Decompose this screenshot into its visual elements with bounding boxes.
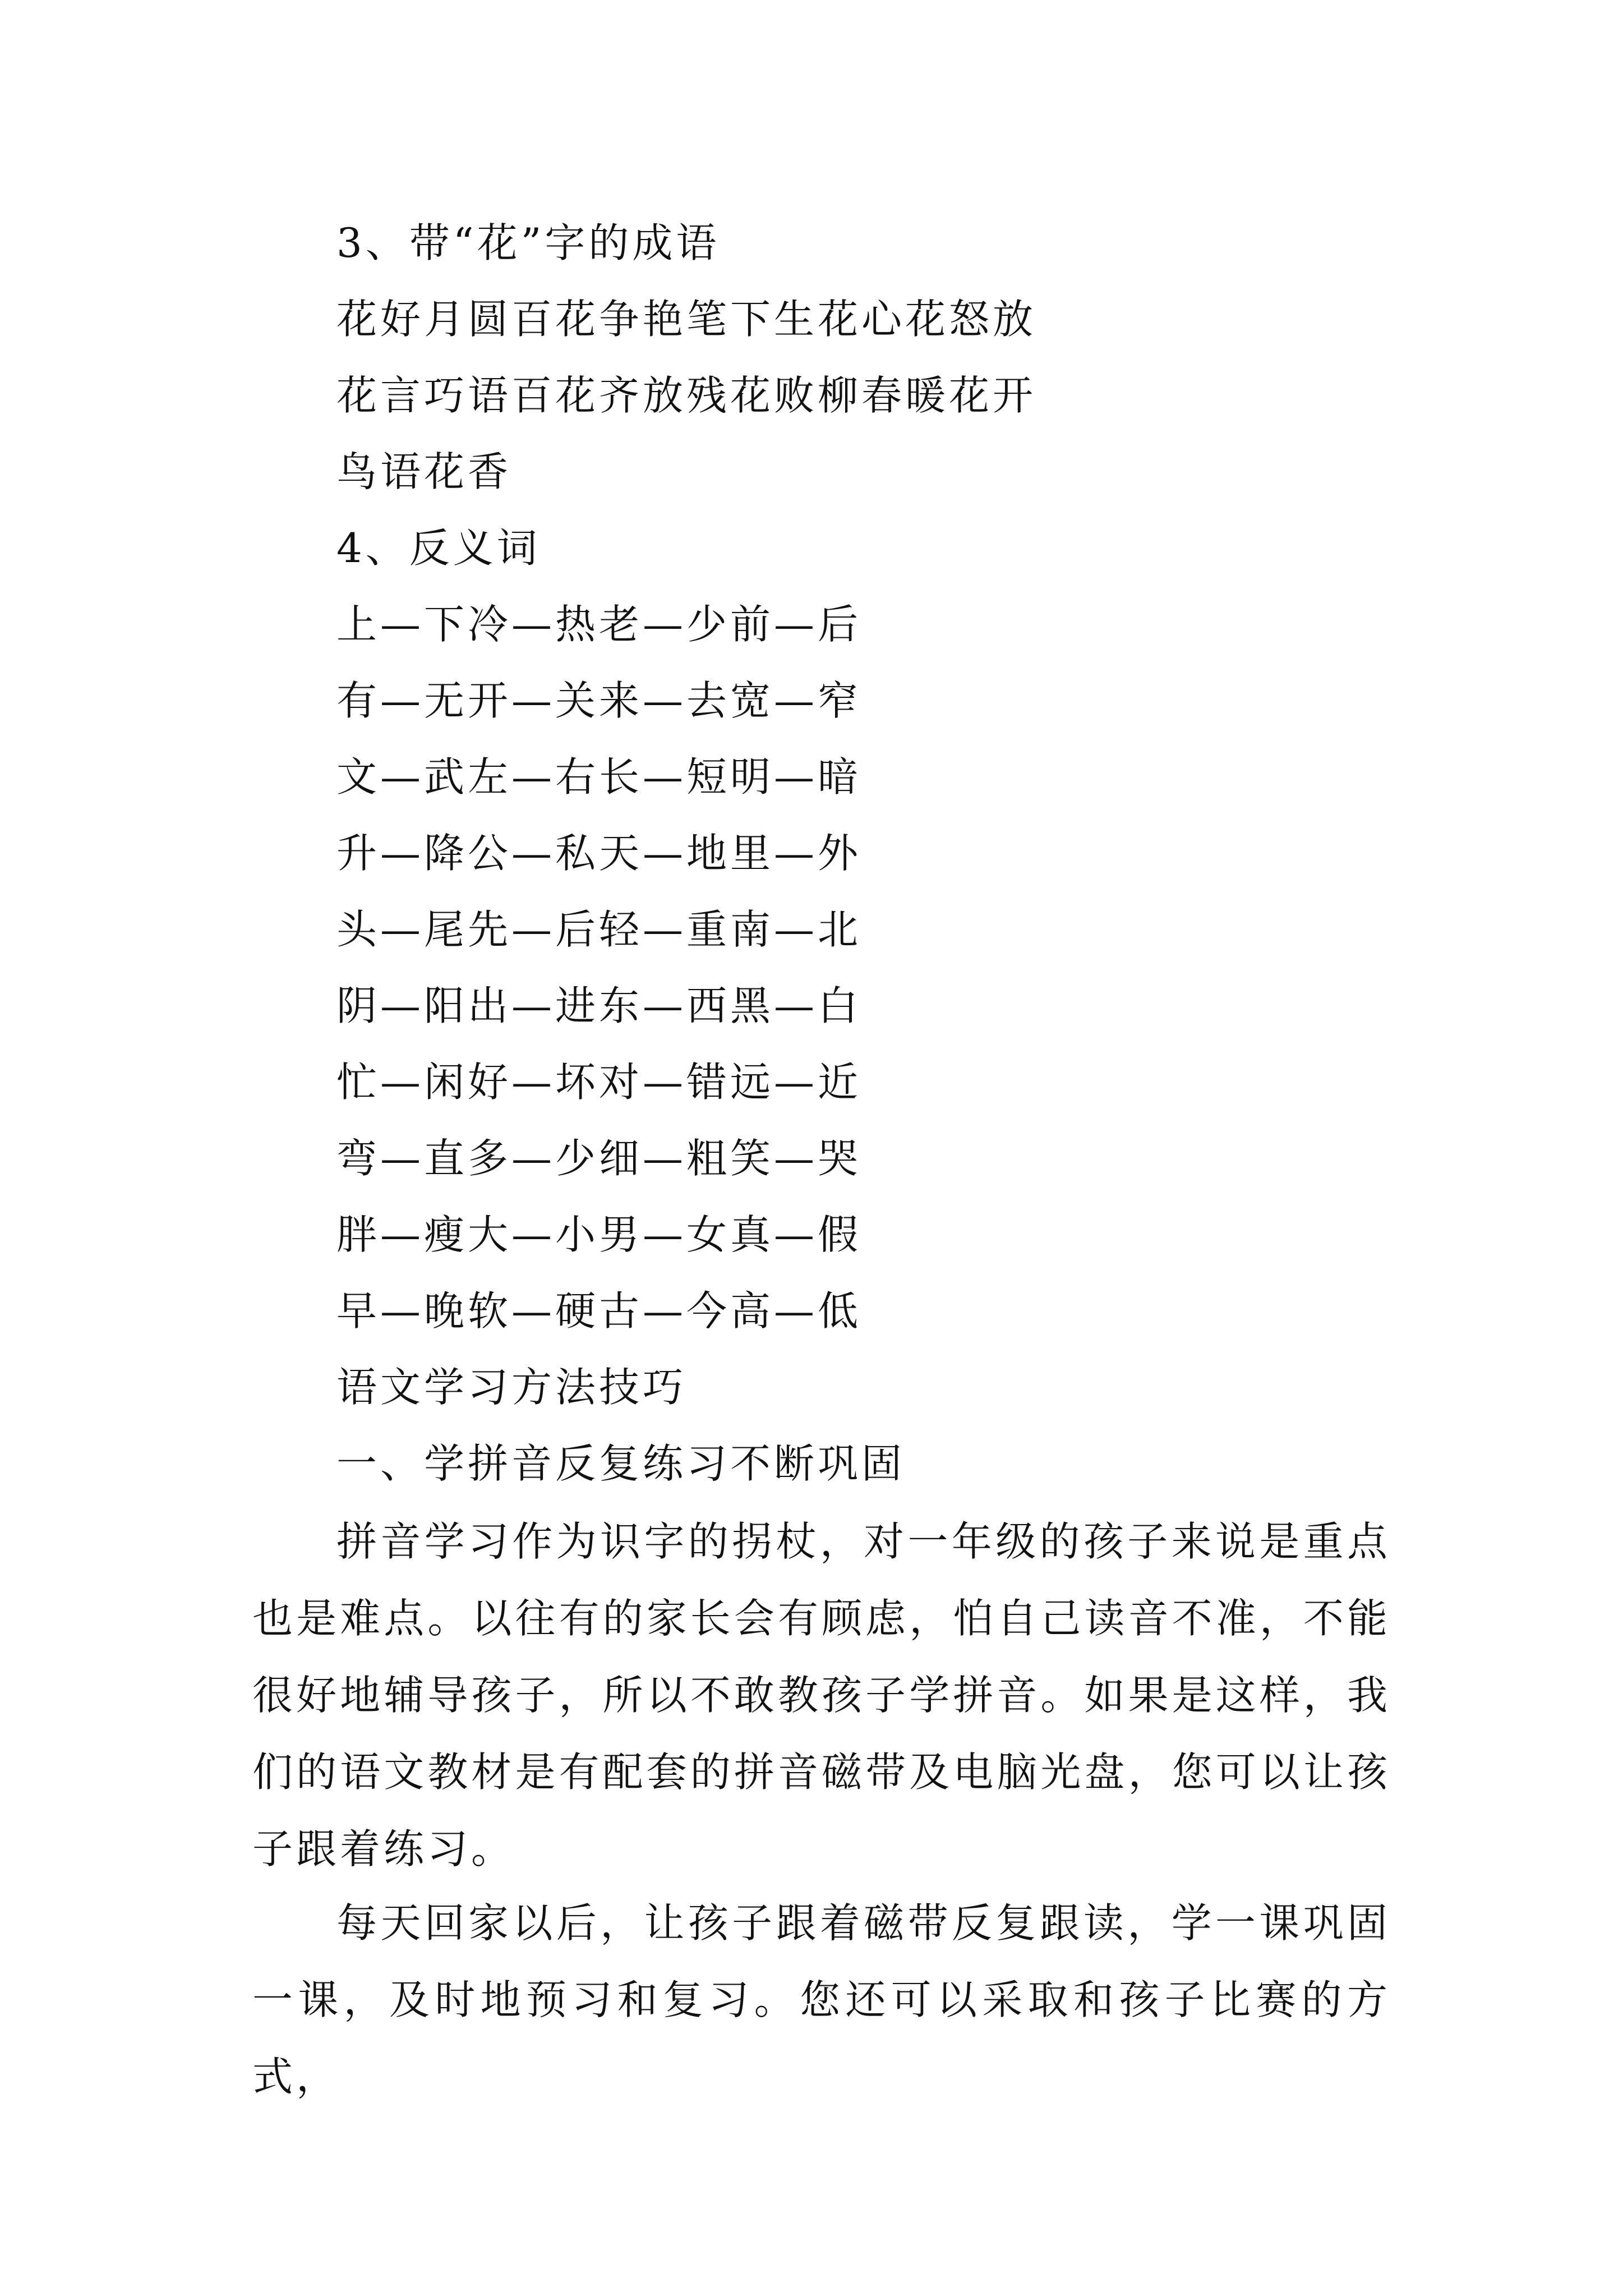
antonym-line: 升—降公—私天—地里—外	[336, 830, 862, 877]
antonym-line: 上—下冷—热老—少前—后	[336, 601, 862, 648]
paragraph: 拼音学习作为识字的拐杖，对一年级的孩子来说是重点也是难点。以往有的家长会有顾虑，怕自己读音不准，不能很好地辅导孩子，所以不敢教孩子学拼音。如果是这样，我们的语文教材是有配套的拼音磁带及电脑光盘，您可以让孩子跟着练习。	[252, 1518, 1391, 1872]
antonym-line: 头—尾先—后轻—重南—北	[336, 906, 862, 953]
antonym-line: 胖—瘦大—小男—女真—假	[336, 1211, 862, 1258]
section-heading-idioms: 3、带“花”字的成语	[336, 219, 720, 266]
antonym-line: 有—无开—关来—去宽—窄	[336, 677, 862, 724]
idiom-line: 鸟语花香	[336, 448, 512, 495]
idiom-line: 花言巧语百花齐放残花败柳春暖花开	[336, 372, 1037, 419]
methods-title: 语文学习方法技巧	[336, 1364, 687, 1411]
idiom-line: 花好月圆百花争艳笔下生花心花怒放	[336, 296, 1037, 343]
method-heading: 一、学拼音反复练习不断巩固	[336, 1440, 906, 1487]
antonym-line: 早—晚软—硬古—今高—低	[336, 1287, 862, 1335]
antonym-line: 忙—闲好—坏对—错远—近	[336, 1059, 862, 1106]
antonym-line: 阴—阳出—进东—西黑—白	[336, 982, 862, 1029]
antonym-line: 文—武左—右长—短明—暗	[336, 753, 862, 800]
section-heading-antonyms: 4、反义词	[336, 524, 541, 572]
paragraph: 每天回家以后，让孩子跟着磁带反复跟读，学一课巩固一课，及时地预习和复习。您还可以采取和孩子比赛的方式，	[252, 1899, 1391, 2100]
antonym-line: 弯—直多—少细—粗笑—哭	[336, 1135, 862, 1182]
